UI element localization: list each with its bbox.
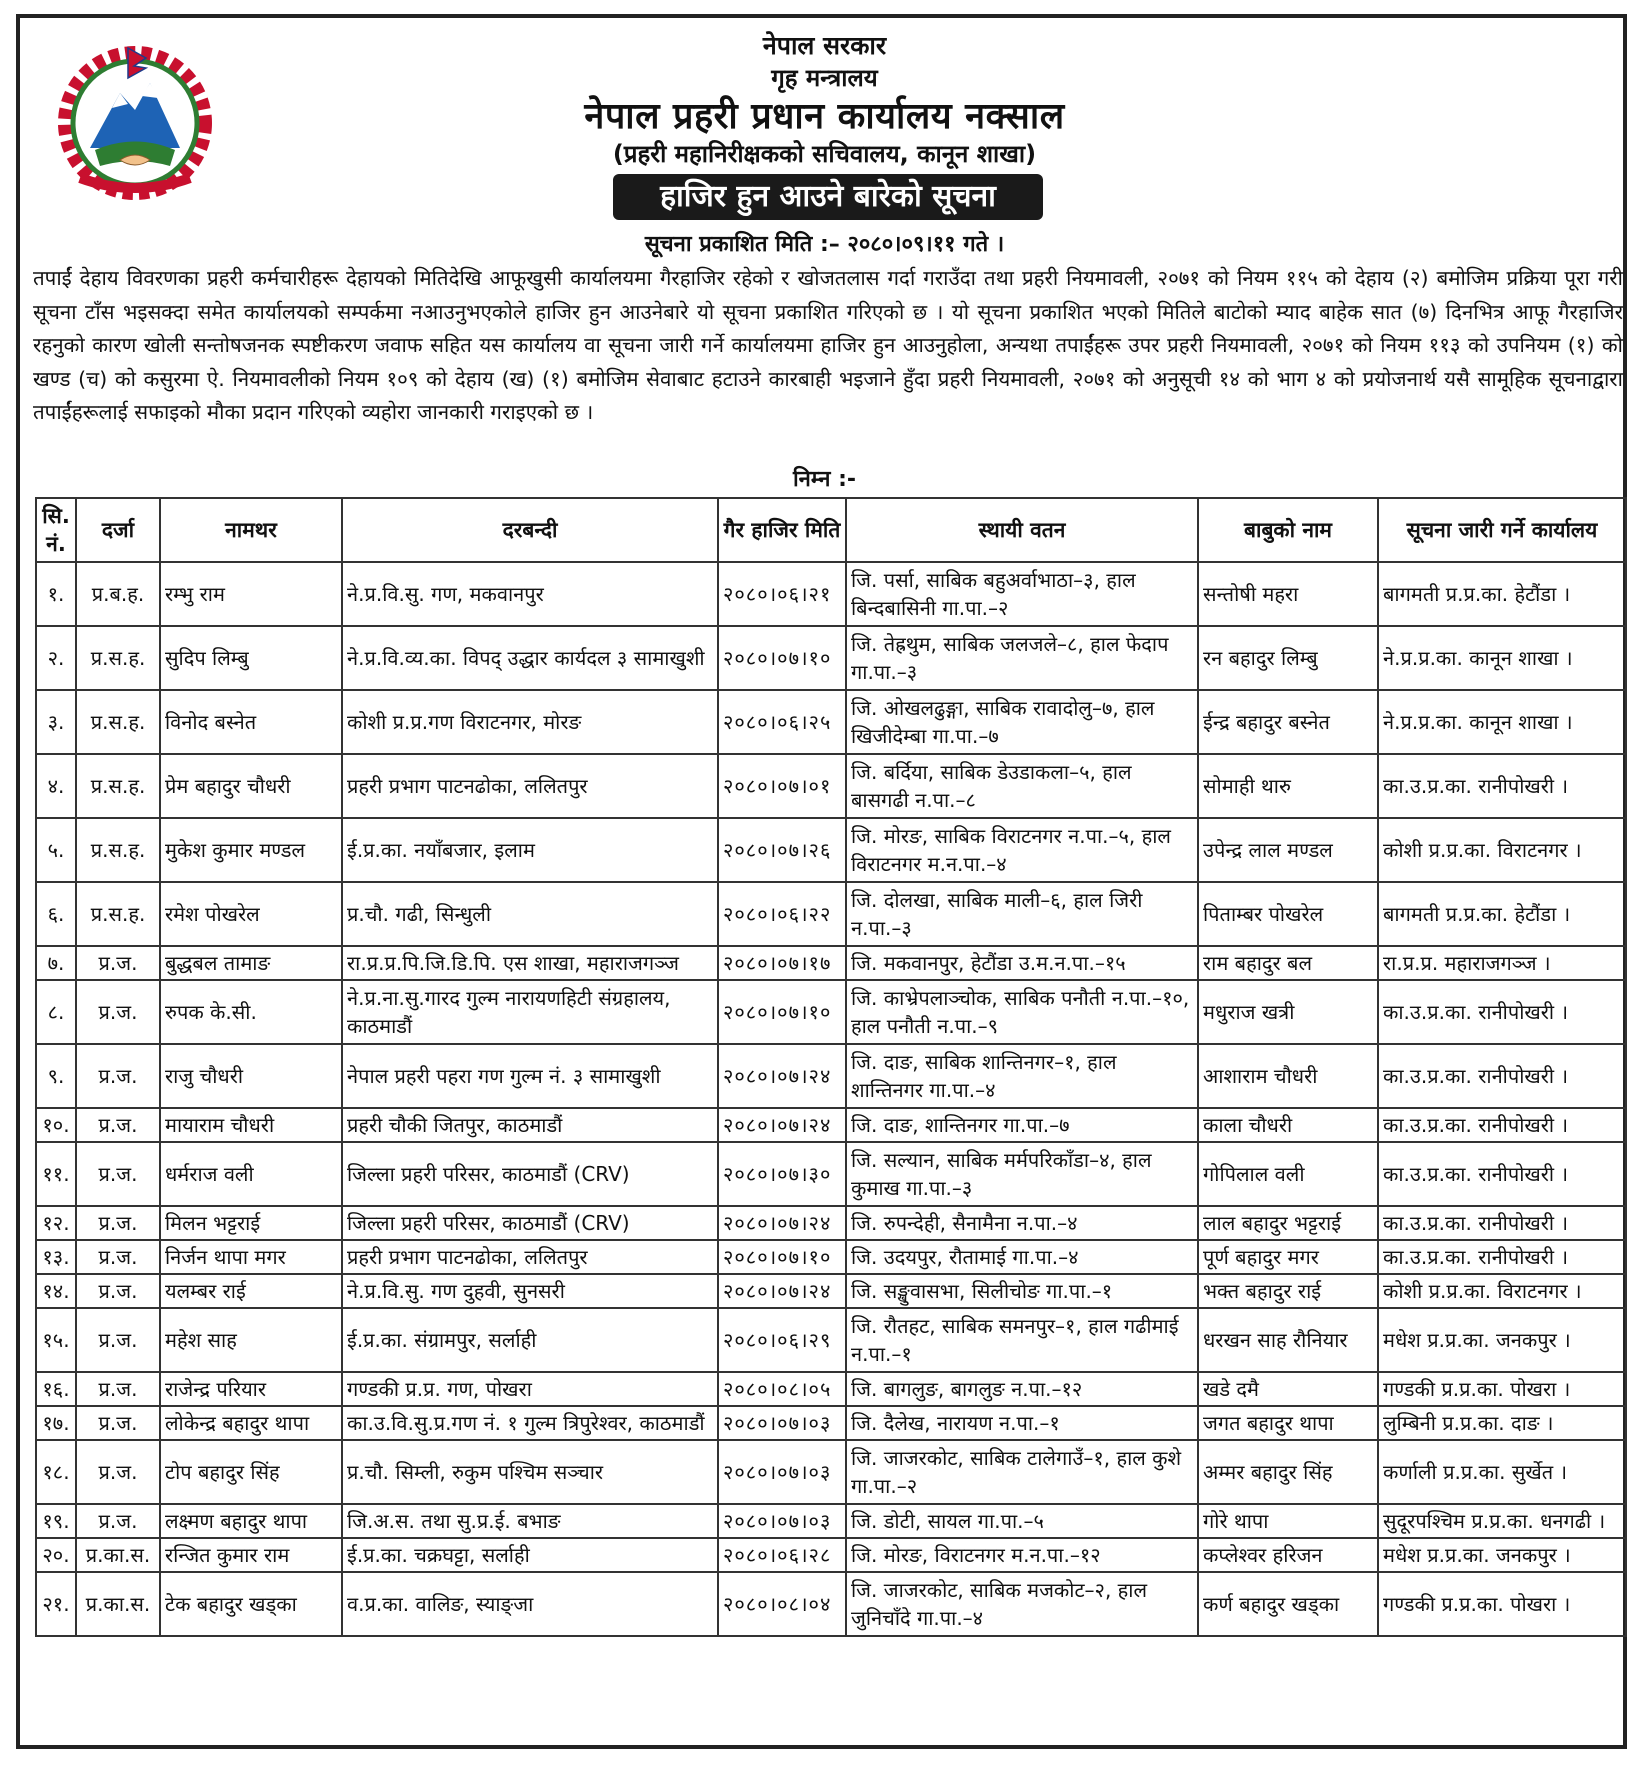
cell-address: जि. काभ्रेपलाञ्चोक, साबिक पनौती न.पा.–१०, हाल पनौती न.पा.–९	[846, 980, 1198, 1044]
cell-rank: प्र.स.ह.	[76, 626, 160, 690]
cell-posting: जि.अ.स. तथा सु.प्र.ई. बभाङ	[342, 1504, 718, 1538]
cell-father: जगत बहादुर थापा	[1198, 1406, 1378, 1440]
table-header-row	[36, 498, 1626, 562]
header-office: नेपाल प्रहरी प्रधान कार्यालय नक्साल	[584, 96, 1065, 137]
cell-posting: कोशी प्र.प्र.गण विराटनगर, मोरङ	[342, 690, 718, 754]
cell-rank: प्र.ज.	[76, 1206, 160, 1240]
cell-father: लाल बहादुर भट्टराई	[1198, 1206, 1378, 1240]
cell-father: भक्त बहादुर राई	[1198, 1274, 1378, 1308]
cell-address: जि. ओखलढुङ्गा, साबिक रावादोलु–७, हाल खिजीदेम्बा गा.पा.–७	[846, 690, 1198, 754]
cell-posting: ने.प्र.ना.सु.गारद गुल्म नारायणहिटी संग्रहालय, काठमाडौं	[342, 980, 718, 1044]
cell-rank: प्र.का.स.	[76, 1572, 160, 1636]
header-sub-office: (प्रहरी महानिरीक्षकको सचिवालय, कानून शाखा)	[612, 140, 1037, 168]
cell-issuing-office: कर्णाली प्र.प्र.का. सुर्खेत ।	[1378, 1440, 1626, 1504]
cell-address: जि. मकवानपुर, हेटौंडा उ.म.न.पा.–१५	[846, 946, 1198, 980]
cell-posting: जिल्ला प्रहरी परिसर, काठमाडौं (CRV)	[342, 1206, 718, 1240]
table-row	[36, 1440, 1626, 1504]
cell-father: आशाराम चौधरी	[1198, 1044, 1378, 1108]
cell-name: रुपक के.सी.	[160, 980, 342, 1044]
cell-issuing-office: रा.प्र.प्र. महाराजगञ्ज ।	[1378, 946, 1626, 980]
cell-name: निर्जन थापा मगर	[160, 1240, 342, 1274]
header-government: नेपाल सरकार	[762, 31, 887, 60]
table-row	[36, 1274, 1626, 1308]
cell-posting: गण्डकी प्र.प्र. गण, पोखरा	[342, 1372, 718, 1406]
cell-absent-date: २०८०।०७।३०	[718, 1142, 846, 1206]
col-header-sn: सि. नं.	[36, 498, 76, 562]
cell-absent-date: २०८०।०७।२४	[718, 1206, 846, 1240]
cell-issuing-office: का.उ.प्र.का. रानीपोखरी ।	[1378, 754, 1626, 818]
cell-address: जि. दाङ, शान्तिनगर गा.पा.–७	[846, 1108, 1198, 1142]
cell-rank: प्र.ज.	[76, 1108, 160, 1142]
cell-rank: प्र.ज.	[76, 1440, 160, 1504]
cell-name: रमेश पोखरेल	[160, 882, 342, 946]
cell-address: जि. उदयपुर, रौतामाई गा.पा.–४	[846, 1240, 1198, 1274]
cell-absent-date: २०८०।०७।१०	[718, 626, 846, 690]
cell-father: उपेन्द्र लाल मण्डल	[1198, 818, 1378, 882]
cell-name: धर्मराज वली	[160, 1142, 342, 1206]
cell-father: कर्ण बहादुर खड्का	[1198, 1572, 1378, 1636]
cell-issuing-office: बागमती प्र.प्र.का. हेटौंडा ।	[1378, 562, 1626, 626]
cell-issuing-office: कोशी प्र.प्र.का. विराटनगर ।	[1378, 818, 1626, 882]
cell-rank: प्र.स.ह.	[76, 818, 160, 882]
cell-absent-date: २०८०।०६।२९	[718, 1308, 846, 1372]
table-row	[36, 1206, 1626, 1240]
cell-issuing-office: बागमती प्र.प्र.का. हेटौंडा ।	[1378, 882, 1626, 946]
cell-rank: प्र.स.ह.	[76, 690, 160, 754]
cell-issuing-office: ने.प्र.प्र.का. कानून शाखा ।	[1378, 626, 1626, 690]
cell-rank: प्र.ज.	[76, 980, 160, 1044]
cell-sn: ९.	[36, 1044, 76, 1108]
cell-name: मिलन भट्टराई	[160, 1206, 342, 1240]
cell-posting: प्र.चौ. सिम्ली, रुकुम पश्चिम सञ्चार	[342, 1440, 718, 1504]
cell-sn: ५.	[36, 818, 76, 882]
table-row	[36, 1504, 1626, 1538]
cell-rank: प्र.ज.	[76, 1406, 160, 1440]
cell-name: विनोद बस्नेत	[160, 690, 342, 754]
cell-sn: २०.	[36, 1538, 76, 1572]
cell-sn: ३.	[36, 690, 76, 754]
cell-issuing-office: लुम्बिनी प्र.प्र.का. दाङ ।	[1378, 1406, 1626, 1440]
cell-name: रन्जित कुमार राम	[160, 1538, 342, 1572]
cell-posting: ने.प्र.वि.व्य.का. विपद् उद्धार कार्यदल ३ सामाखुशी	[342, 626, 718, 690]
cell-name: बुद्धबल तामाङ	[160, 946, 342, 980]
col-header-address: स्थायी वतन	[846, 498, 1198, 562]
cell-father: मधुराज खत्री	[1198, 980, 1378, 1044]
cell-name: टोप बहादुर सिंह	[160, 1440, 342, 1504]
cell-name: मुकेश कुमार मण्डल	[160, 818, 342, 882]
cell-name: टेक बहादुर खड्का	[160, 1572, 342, 1636]
cell-absent-date: २०८०।०७।२४	[718, 1108, 846, 1142]
table-row	[36, 946, 1626, 980]
cell-issuing-office: गण्डकी प्र.प्र.का. पोखरा ।	[1378, 1372, 1626, 1406]
cell-address: जि. मोरङ, साबिक विराटनगर न.पा.–५, हाल विराटनगर म.न.पा.–४	[846, 818, 1198, 882]
cell-issuing-office: मधेश प्र.प्र.का. जनकपुर ।	[1378, 1538, 1626, 1572]
cell-sn: २.	[36, 626, 76, 690]
publish-date: सूचना प्रकाशित मिति :– २०८०।०९।११ गते ।	[644, 232, 1005, 257]
cell-sn: ६.	[36, 882, 76, 946]
cell-issuing-office: का.उ.प्र.का. रानीपोखरी ।	[1378, 1206, 1626, 1240]
cell-absent-date: २०८०।०७।२४	[718, 1044, 846, 1108]
table-row	[36, 1538, 1626, 1572]
col-header-father: बाबुको नाम	[1198, 498, 1378, 562]
cell-rank: प्र.ज.	[76, 1240, 160, 1274]
cell-father: कप्लेश्वर हरिजन	[1198, 1538, 1378, 1572]
cell-name: लोकेन्द्र बहादुर थापा	[160, 1406, 342, 1440]
cell-address: जि. दाङ, साबिक शान्तिनगर–१, हाल शान्तिनगर गा.पा.–४	[846, 1044, 1198, 1108]
table-row	[36, 1044, 1626, 1108]
table-row	[36, 1142, 1626, 1206]
cell-absent-date: २०८०।०६।२८	[718, 1538, 846, 1572]
col-header-name: नामथर	[160, 498, 342, 562]
cell-rank: प्र.ब.ह.	[76, 562, 160, 626]
cell-sn: १९.	[36, 1504, 76, 1538]
cell-absent-date: २०८०।०६।२५	[718, 690, 846, 754]
cell-sn: १.	[36, 562, 76, 626]
cell-sn: १०.	[36, 1108, 76, 1142]
cell-issuing-office: कोशी प्र.प्र.का. विराटनगर ।	[1378, 1274, 1626, 1308]
cell-rank: प्र.स.ह.	[76, 882, 160, 946]
cell-name: सुदिप लिम्बु	[160, 626, 342, 690]
cell-posting: ई.प्र.का. चक्रघट्टा, सर्लाही	[342, 1538, 718, 1572]
cell-issuing-office: का.उ.प्र.का. रानीपोखरी ।	[1378, 980, 1626, 1044]
cell-absent-date: २०८०।०६।२२	[718, 882, 846, 946]
cell-absent-date: २०८०।०७।१०	[718, 1240, 846, 1274]
cell-address: जि. पर्सा, साबिक बहुअर्वाभाठा–३, हाल बिन्दबासिनी गा.पा.–२	[846, 562, 1198, 626]
cell-sn: १६.	[36, 1372, 76, 1406]
cell-posting: प्रहरी प्रभाग पाटनढोका, ललितपुर	[342, 754, 718, 818]
cell-sn: ७.	[36, 946, 76, 980]
cell-address: जि. रुपन्देही, सैनामैना न.पा.–४	[846, 1206, 1198, 1240]
cell-posting: जिल्ला प्रहरी परिसर, काठमाडौं (CRV)	[342, 1142, 718, 1206]
cell-address: जि. बर्दिया, साबिक डेउडाकला–५, हाल बासगढी न.पा.–८	[846, 754, 1198, 818]
cell-father: गोरे थापा	[1198, 1504, 1378, 1538]
cell-address: जि. दैलेख, नारायण न.पा.–१	[846, 1406, 1198, 1440]
table-row	[36, 626, 1626, 690]
table-row	[36, 754, 1626, 818]
cell-posting: का.उ.वि.सु.प्र.गण नं. १ गुल्म त्रिपुरेश्वर, काठमाडौं	[342, 1406, 718, 1440]
cell-absent-date: २०८०।०७।१०	[718, 980, 846, 1044]
cell-issuing-office: ने.प्र.प्र.का. कानून शाखा ।	[1378, 690, 1626, 754]
cell-rank: प्र.स.ह.	[76, 754, 160, 818]
cell-issuing-office: का.उ.प्र.का. रानीपोखरी ।	[1378, 1142, 1626, 1206]
cell-father: सन्तोषी महरा	[1198, 562, 1378, 626]
cell-address: जि. रौतहट, साबिक समनपुर–१, हाल गढीमाई न.पा.–१	[846, 1308, 1198, 1372]
table-row	[36, 882, 1626, 946]
cell-father: अम्मर बहादुर सिंह	[1198, 1440, 1378, 1504]
cell-sn: ८.	[36, 980, 76, 1044]
table-row	[36, 818, 1626, 882]
cell-father: पिताम्बर पोखरेल	[1198, 882, 1378, 946]
table-row	[36, 1372, 1626, 1406]
list-heading: निम्न :-	[792, 467, 857, 492]
cell-sn: ४.	[36, 754, 76, 818]
cell-rank: प्र.का.स.	[76, 1538, 160, 1572]
notice-title-banner: हाजिर हुन आउने बारेको सूचना	[613, 174, 1043, 220]
cell-absent-date: २०८०।०८।०५	[718, 1372, 846, 1406]
cell-father: गोपिलाल वली	[1198, 1142, 1378, 1206]
cell-posting: ने.प्र.वि.सु. गण, मकवानपुर	[342, 562, 718, 626]
cell-sn: १८.	[36, 1440, 76, 1504]
cell-posting: नेपाल प्रहरी पहरा गण गुल्म नं. ३ सामाखुशी	[342, 1044, 718, 1108]
col-header-rank: दर्जा	[76, 498, 160, 562]
cell-issuing-office: मधेश प्र.प्र.का. जनकपुर ।	[1378, 1308, 1626, 1372]
cell-name: यलम्बर राई	[160, 1274, 342, 1308]
cell-address: जि. बागलुङ, बागलुङ न.पा.–१२	[846, 1372, 1198, 1406]
cell-absent-date: २०८०।०७।०३	[718, 1406, 846, 1440]
cell-issuing-office: का.उ.प्र.का. रानीपोखरी ।	[1378, 1240, 1626, 1274]
cell-father: काला चौधरी	[1198, 1108, 1378, 1142]
cell-absent-date: २०८०।०७।०१	[718, 754, 846, 818]
cell-posting: प्रहरी प्रभाग पाटनढोका, ललितपुर	[342, 1240, 718, 1274]
cell-issuing-office: गण्डकी प्र.प्र.का. पोखरा ।	[1378, 1572, 1626, 1636]
cell-posting: प्र.चौ. गढी, सिन्धुली	[342, 882, 718, 946]
cell-sn: १२.	[36, 1206, 76, 1240]
cell-posting: ने.प्र.वि.सु. गण दुहवी, सुनसरी	[342, 1274, 718, 1308]
cell-address: जि. सङ्खुवासभा, सिलीचोङ गा.पा.–१	[846, 1274, 1198, 1308]
cell-father: सोमाही थारु	[1198, 754, 1378, 818]
cell-issuing-office: सुदूरपश्चिम प्र.प्र.का. धनगढी ।	[1378, 1504, 1626, 1538]
cell-rank: प्र.ज.	[76, 1504, 160, 1538]
cell-name: प्रेम बहादुर चौधरी	[160, 754, 342, 818]
cell-sn: ११.	[36, 1142, 76, 1206]
cell-rank: प्र.ज.	[76, 1372, 160, 1406]
cell-father: धरखन साह रौनियार	[1198, 1308, 1378, 1372]
cell-sn: १७.	[36, 1406, 76, 1440]
cell-absent-date: २०८०।०७।०३	[718, 1440, 846, 1504]
col-header-absent-date: गैर हाजिर मिति	[718, 498, 846, 562]
cell-sn: १५.	[36, 1308, 76, 1372]
cell-absent-date: २०८०।०७।२६	[718, 818, 846, 882]
table-row	[36, 980, 1626, 1044]
cell-absent-date: २०८०।०७।१७	[718, 946, 846, 980]
cell-posting: रा.प्र.प्र.पि.जि.डि.पि. एस शाखा, महाराजगञ्ज	[342, 946, 718, 980]
cell-absent-date: २०८०।०८।०४	[718, 1572, 846, 1636]
absentee-table	[35, 497, 1627, 1637]
cell-name: महेश साह	[160, 1308, 342, 1372]
cell-address: जि. डोटी, सायल गा.पा.–५	[846, 1504, 1198, 1538]
cell-rank: प्र.ज.	[76, 1044, 160, 1108]
cell-address: जि. मोरङ, विराटनगर म.न.पा.–१२	[846, 1538, 1198, 1572]
cell-father: ईन्द्र बहादुर बस्नेत	[1198, 690, 1378, 754]
table-row	[36, 1108, 1626, 1142]
table-row	[36, 1572, 1626, 1636]
cell-name: राजु चौधरी	[160, 1044, 342, 1108]
cell-address: जि. जाजरकोट, साबिक टालेगाउँ–१, हाल कुशे गा.पा.–२	[846, 1440, 1198, 1504]
cell-posting: व.प्र.का. वालिङ, स्याङ्जा	[342, 1572, 718, 1636]
cell-rank: प्र.ज.	[76, 1274, 160, 1308]
cell-absent-date: २०८०।०७।२४	[718, 1274, 846, 1308]
table-row	[36, 1406, 1626, 1440]
table-row	[36, 690, 1626, 754]
cell-address: जि. जाजरकोट, साबिक मजकोट–२, हाल जुनिचाँदे गा.पा.–४	[846, 1572, 1198, 1636]
cell-rank: प्र.ज.	[76, 1308, 160, 1372]
cell-rank: प्र.ज.	[76, 946, 160, 980]
cell-name: रम्भु राम	[160, 562, 342, 626]
cell-posting: ई.प्र.का. नयाँबजार, इलाम	[342, 818, 718, 882]
col-header-posting: दरबन्दी	[342, 498, 718, 562]
cell-absent-date: २०८०।०७।०३	[718, 1504, 846, 1538]
col-header-issuing-office: सूचना जारी गर्ने कार्यालय	[1378, 498, 1626, 562]
table-row	[36, 1240, 1626, 1274]
cell-address: जि. दोलखा, साबिक माली–६, हाल जिरी न.पा.–३	[846, 882, 1198, 946]
cell-name: राजेन्द्र परियार	[160, 1372, 342, 1406]
cell-father: राम बहादुर बल	[1198, 946, 1378, 980]
cell-sn: १३.	[36, 1240, 76, 1274]
cell-posting: ई.प्र.का. संग्रामपुर, सर्लाही	[342, 1308, 718, 1372]
cell-father: खडे दमै	[1198, 1372, 1378, 1406]
cell-father: पूर्ण बहादुर मगर	[1198, 1240, 1378, 1274]
cell-rank: प्र.ज.	[76, 1142, 160, 1206]
cell-issuing-office: का.उ.प्र.का. रानीपोखरी ।	[1378, 1108, 1626, 1142]
cell-address: जि. तेह्रथुम, साबिक जलजले–८, हाल फेदाप गा.पा.–३	[846, 626, 1198, 690]
cell-sn: २१.	[36, 1572, 76, 1636]
cell-address: जि. सल्यान, साबिक मर्मपरिकाँडा–४, हाल कुमाख गा.पा.–३	[846, 1142, 1198, 1206]
cell-father: रन बहादुर लिम्बु	[1198, 626, 1378, 690]
table-row	[36, 1308, 1626, 1372]
header-ministry: गृह मन्त्रालय	[771, 64, 878, 92]
cell-name: लक्ष्मण बहादुर थापा	[160, 1504, 342, 1538]
cell-posting: प्रहरी चौकी जितपुर, काठमाडौं	[342, 1108, 718, 1142]
notice-body-paragraph: तपाईं देहाय विवरणका प्रहरी कर्मचारीहरू देहायको मितिदेखि आफूखुसी कार्यालयमा गैरहाजिर रहेको र खोजतलास गर्दा गराउँदा तथा प्रहरी नियमावली, २०७१ को नियम ११५ को देहाय (२) बमोजिम प्रक्रिया पूरा गरी सूचना टाँस भइसक्दा समेत कार्यालयको सम्पर्कमा नआउनुभएकोले हाजिर हुन आउनेबारे यो सूचना प्रकाशित गरिएको छ । यो सूचना प्रकाशित भएको मितिले बाटोको म्याद बाहेक सात (७) दिनभित्र आफू गैरहाजिर रहनुको कारण खोली सन्तोषजनक स्पष्टीकरण जवाफ सहित यस कार्यालय वा सूचना जारी गर्ने कार्यालयमा हाजिर हुन आउनुहोला, अन्यथा तपाईंहरू उपर प्रहरी नियमावली, २०७१ को नियम ११३ को उपनियम (१) को खण्ड (च) को कसुरमा ऐ. नियमावलीको नियम १०९ को देहाय (ख) (१) बमोजिम सेवाबाट हटाउने कारबाही भइजाने हुँदा प्रहरी नियमावली, २०७१ को अनुसूची १४ को भाग ४ को प्रयोजनार्थ यसै सामूहिक सूचनाद्वारा तपाईंहरूलाई सफाइको मौका प्रदान गरिएको व्यहोरा जानकारी गराइएको छ ।	[33, 266, 1623, 425]
cell-issuing-office: का.उ.प्र.का. रानीपोखरी ।	[1378, 1044, 1626, 1108]
cell-absent-date: २०८०।०६।२१	[718, 562, 846, 626]
cell-name: मायाराम चौधरी	[160, 1108, 342, 1142]
table-row	[36, 562, 1626, 626]
cell-sn: १४.	[36, 1274, 76, 1308]
